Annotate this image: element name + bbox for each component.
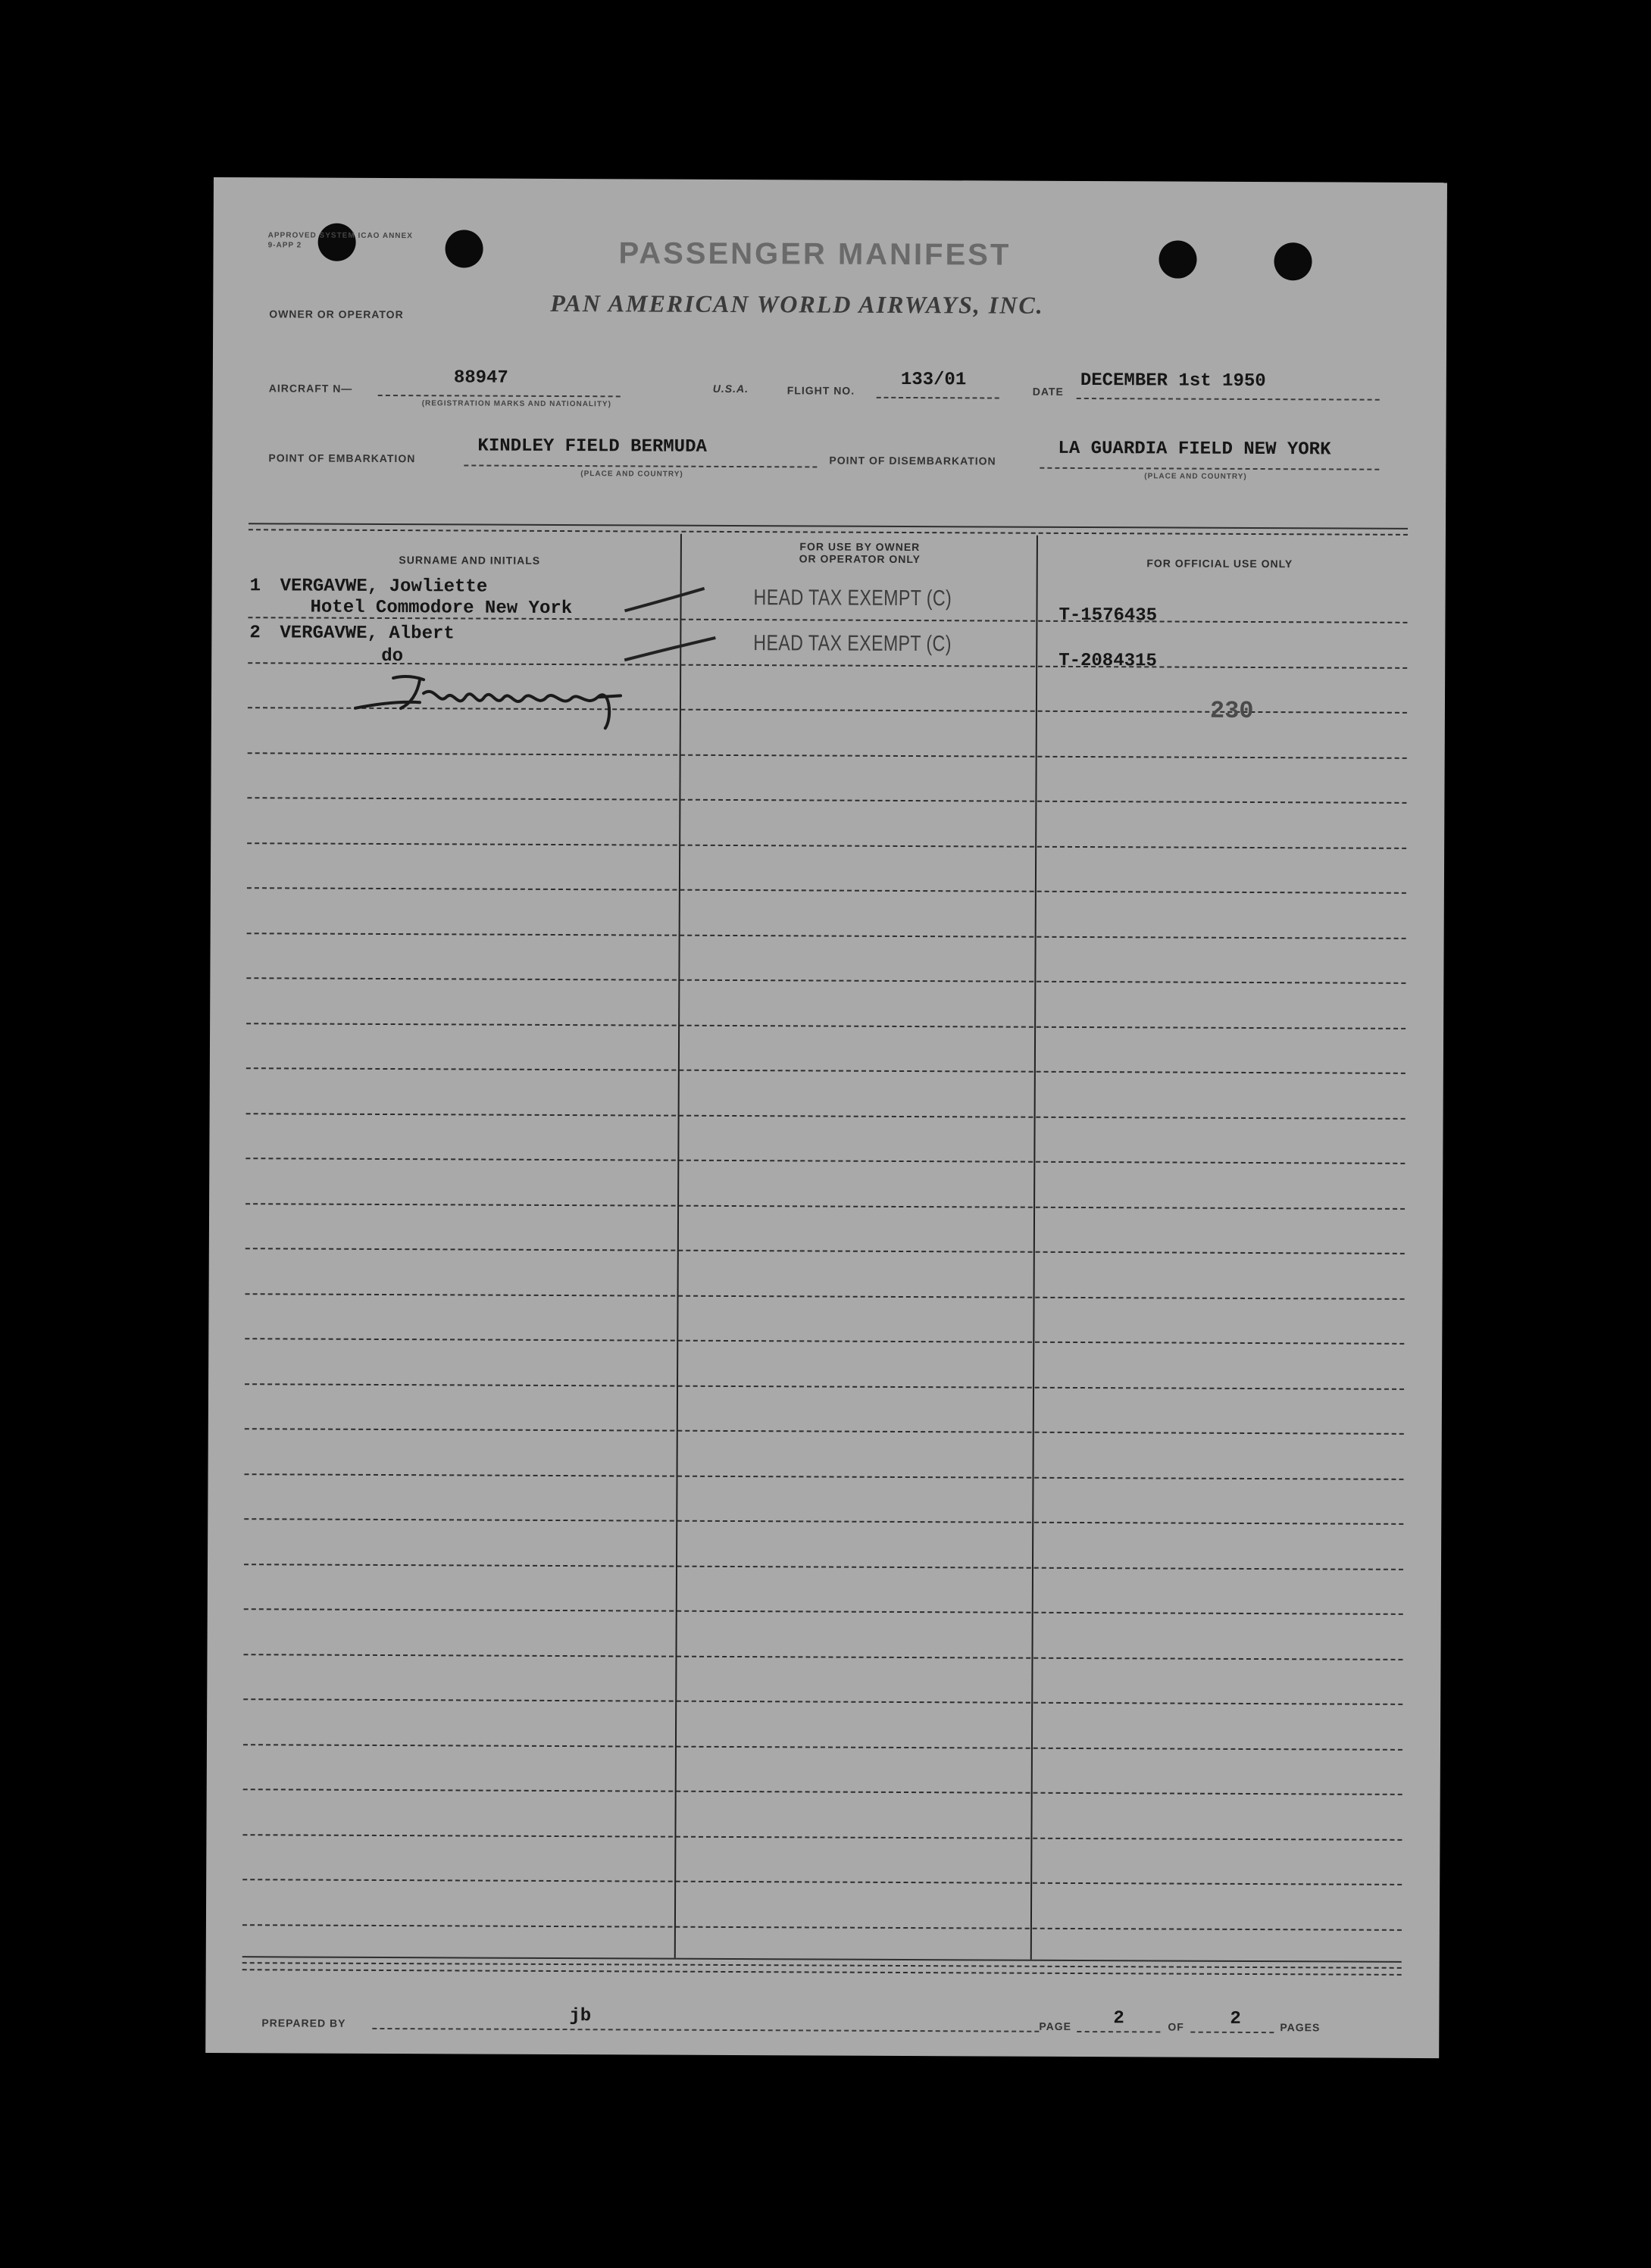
- form-rule-line: [248, 752, 1407, 759]
- embark-underline: [464, 464, 817, 467]
- passenger-1-stamp: HEAD TAX EXEMPT (C): [753, 586, 952, 611]
- form-rule-line: [243, 1744, 1402, 1751]
- date-label: DATE: [1032, 385, 1064, 398]
- form-rule-line: [247, 797, 1406, 804]
- form-rule-line: [245, 1338, 1404, 1345]
- passenger-1-address: Hotel Commodore New York: [310, 597, 573, 620]
- approval-note: APPROVED SYSTEM ICAO ANNEX 9-APP 2: [267, 231, 413, 250]
- form-rule-line: [246, 977, 1406, 984]
- col-official-use: FOR OFFICIAL USE ONLY: [1146, 557, 1293, 570]
- page-number: 2: [1113, 2008, 1124, 2029]
- form-rule-line: [244, 1608, 1403, 1615]
- punch-hole-2: [445, 230, 483, 267]
- form-rule-line: [242, 1834, 1402, 1841]
- table-top-rule: [249, 523, 1408, 530]
- form-rule-line: [247, 933, 1406, 939]
- form-rule-line: [244, 1518, 1403, 1525]
- punch-hole-3: [1159, 240, 1196, 278]
- form-rule-line: [247, 842, 1406, 849]
- table-top-rule-2: [249, 529, 1408, 536]
- col-surname: SURNAME AND INITIALS: [399, 554, 541, 567]
- passenger-2-stamp: HEAD TAX EXEMPT (C): [753, 631, 952, 657]
- form-rule-line: [245, 1248, 1405, 1254]
- flight-underline: [877, 397, 999, 399]
- ruled-lines: [214, 177, 1447, 183]
- of-label: OF: [1168, 2020, 1184, 2033]
- form-rule-line: [245, 1428, 1404, 1435]
- col-owner-use-line2: OR OPERATOR ONLY: [799, 552, 921, 566]
- embarkation-point: KINDLEY FIELD BERMUDA: [477, 436, 707, 458]
- table-bottom-rule: [242, 1956, 1402, 1963]
- operator-name: PAN AMERICAN WORLD AIRWAYS, INC.: [550, 289, 1044, 319]
- disembark-label: POINT OF DISEMBARKATION: [829, 454, 996, 467]
- form-rule-line: [245, 1383, 1404, 1390]
- total-pages: 2: [1230, 2008, 1241, 2029]
- aircraft-number: 88947: [453, 367, 508, 389]
- embark-caption: (PLACE AND COUNTRY): [580, 470, 683, 479]
- passenger-1-official: T-1576435: [1058, 604, 1158, 626]
- column-divider-1: [674, 534, 682, 1958]
- passenger-1-number: 1: [249, 576, 261, 597]
- col-owner-use: [697, 540, 1023, 566]
- flight-date: DECEMBER 1st 1950: [1080, 370, 1266, 392]
- table-bottom-rule-2: [242, 1962, 1402, 1969]
- passenger-2-number: 2: [249, 623, 261, 644]
- passenger-2-official: T-2084315: [1058, 650, 1157, 672]
- manifest-paper: [205, 177, 1447, 2058]
- form-rule-line: [246, 1113, 1406, 1120]
- disembarkation-point: LA GUARDIA FIELD NEW YORK: [1058, 438, 1331, 461]
- disembark-underline: [1040, 467, 1379, 470]
- aircraft-label: AIRCRAFT N—: [268, 382, 353, 395]
- form-rule-line: [243, 1654, 1402, 1660]
- form-rule-line: [242, 1969, 1402, 1976]
- form-rule-line: [245, 1293, 1405, 1300]
- form-rule-line: [244, 1564, 1403, 1570]
- form-rule-line: [243, 1788, 1402, 1795]
- registration-caption: (REGISTRATION MARKS AND NATIONALITY): [421, 399, 611, 409]
- form-title: PASSENGER MANIFEST: [618, 236, 1012, 272]
- form-rule-line: [246, 1067, 1406, 1074]
- col-owner-use-line1: FOR USE BY OWNER: [799, 540, 921, 554]
- form-rule-line: [243, 1698, 1402, 1705]
- form-rule-line: [242, 1879, 1402, 1885]
- form-rule-line: [245, 1203, 1405, 1210]
- form-rule-line: [242, 1924, 1402, 1931]
- flight-number: 133/01: [900, 369, 967, 391]
- pages-label: PAGES: [1280, 2021, 1321, 2034]
- aircraft-underline: [378, 395, 621, 397]
- prepared-by-label: PREPARED BY: [261, 2017, 346, 2029]
- pen-check-marks: [621, 580, 758, 672]
- punch-hole-4: [1274, 242, 1312, 280]
- form-rule-line: [245, 1157, 1405, 1164]
- disembark-caption: (PLACE AND COUNTRY): [1144, 472, 1247, 481]
- embark-label: POINT OF EMBARKATION: [268, 451, 416, 465]
- of-underline: [1190, 2032, 1274, 2033]
- flight-label: FLIGHT NO.: [786, 384, 855, 397]
- page-underline: [1077, 2031, 1160, 2032]
- form-rule-line: [245, 1473, 1404, 1480]
- prepared-by-value: jb: [569, 2006, 592, 2027]
- owner-label: OWNER OR OPERATOR: [269, 308, 404, 321]
- column-divider-2: [1030, 536, 1038, 1960]
- passenger-1-name: VERGAVWE, Jowliette: [280, 576, 488, 598]
- passenger-2-address: do: [381, 645, 404, 667]
- page-label: PAGE: [1039, 2020, 1072, 2032]
- passenger-2-name: VERGAVWE, Albert: [280, 623, 455, 645]
- date-underline: [1077, 398, 1380, 401]
- prepared-by-underline: [372, 2028, 1039, 2032]
- form-rule-line: [246, 1023, 1406, 1029]
- usa-label: U.S.A.: [712, 382, 749, 395]
- official-note: 230: [1209, 696, 1254, 725]
- signature: [348, 663, 742, 740]
- form-rule-line: [247, 887, 1406, 894]
